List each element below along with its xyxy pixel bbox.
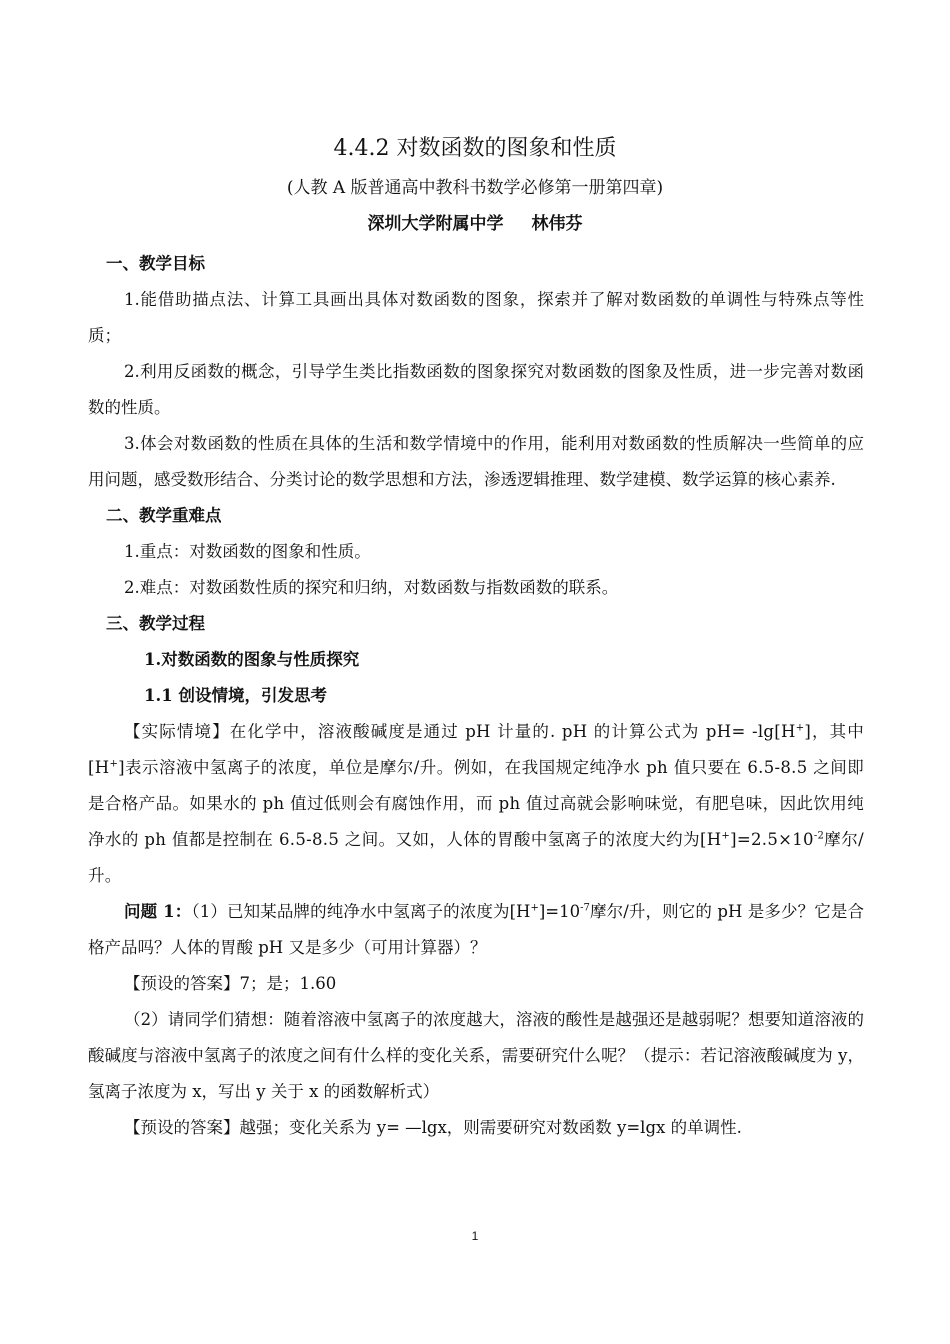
goal-2: 2.利用反函数的概念，引导学生类比指数函数的图象探究对数函数的图象及性质，进一步完善对数函数的性质。 [88, 362, 864, 417]
question-1-text-3: 摩尔/升，则它的 pH 是多少？它是合格产品吗？人体的胃酸 pH 又是多少（可用计算器）？ [88, 902, 864, 957]
scenario-text-4: ]=2.5×10 [730, 830, 814, 849]
question-1-text-2: ]=10 [538, 902, 581, 921]
section-heading-goals: 一、教学目标 [106, 254, 205, 273]
section-heading-process: 三、教学过程 [106, 614, 205, 633]
page-number: 1 [471, 1229, 479, 1243]
goal-3: 3.体会对数函数的性质在具体的生活和数学情境中的作用，能利用对数函数的性质解决一些简单的应用问题，感受数形结合、分类讨论的数学思想和方法，渗透逻辑推理、数学建模、数学运算的核心素养. [88, 434, 864, 489]
question-1-text-1: （1）已知某品牌的纯净水中氢离子的浓度为[H [191, 902, 531, 921]
subsection-heading-1: 1.对数函数的图象与性质探究 [144, 650, 360, 669]
goal-1: 1.能借助描点法、计算工具画出具体对数函数的图象，探索并了解对数函数的单调性与特殊点等性质； [88, 290, 864, 345]
school-name: 深圳大学附属中学 [367, 214, 504, 234]
subsection-heading-1-1: 1.1 创设情境，引发思考 [144, 686, 327, 705]
scenario-text-5: 摩尔/升。 [88, 830, 864, 885]
scenario-text-3: ]表示溶液中氢离子的浓度，单位是摩尔/升。例如，在我国规定纯净水 ph 值只要在 6.5-8.5 之间即是合格产品。如果水的 ph 值过低则会有腐蚀作用，而 ph 值过高就会影响味觉，有肥皂味，因此饮用纯净水的 ph 值都是控制在 6.5-8.5 之间。又如，人体的胃酸中氢离子的浓度大约为[H [88, 758, 864, 849]
question-1 [88, 894, 864, 966]
document-title: 4.4.2 对数函数的图象和性质 [333, 136, 617, 161]
question-2: （2）请同学们猜想：随着溶液中氢离子的浓度越大，溶液的酸性是越强还是越弱呢？想要知道溶液的酸碱度与溶液中氢离子的浓度之间有什么样的变化关系，需要研究什么呢？（提示：若记溶液酸碱度为 y，氢离子浓度为 x，写出 y 关于 x 的函数解析式） [88, 1010, 864, 1101]
superscript-plus: + [109, 758, 119, 770]
superscript-plus: + [530, 902, 539, 914]
superscript-plus: + [721, 830, 731, 842]
scenario-text-2: ]，其中 [H [88, 722, 864, 777]
author-line [0, 211, 950, 237]
scenario-paragraph [88, 714, 864, 894]
key-point: 1.重点：对数函数的图象和性质。 [124, 542, 371, 561]
difficult-point: 2.难点：对数函数性质的探究和归纳，对数函数与指数函数的联系。 [124, 578, 619, 597]
preset-answer-1: 【预设的答案】7；是；1.60 [124, 974, 337, 993]
scenario-text-1: 在化学中，溶液酸碱度是通过 pH 计量的. pH 的计算公式为 pH= -lg[H [229, 722, 796, 741]
superscript-plus: + [795, 722, 805, 734]
question-1-label: 问题 1： [124, 902, 192, 921]
section-heading-keypoints: 二、教学重难点 [106, 506, 222, 525]
superscript-exponent: -2 [813, 830, 825, 842]
superscript-exponent: -7 [580, 902, 590, 914]
preset-answer-2: 【预设的答案】越强；变化关系为 y= —lgx，则需要研究对数函数 y=lgx 的单调性. [124, 1118, 742, 1137]
document-subtitle: (人教 A 版普通高中教科书数学必修第一册第四章) [286, 178, 664, 198]
document-body [88, 246, 864, 1146]
scenario-label: 【实际情境】 [124, 722, 230, 741]
author-name: 林伟芬 [531, 214, 583, 234]
